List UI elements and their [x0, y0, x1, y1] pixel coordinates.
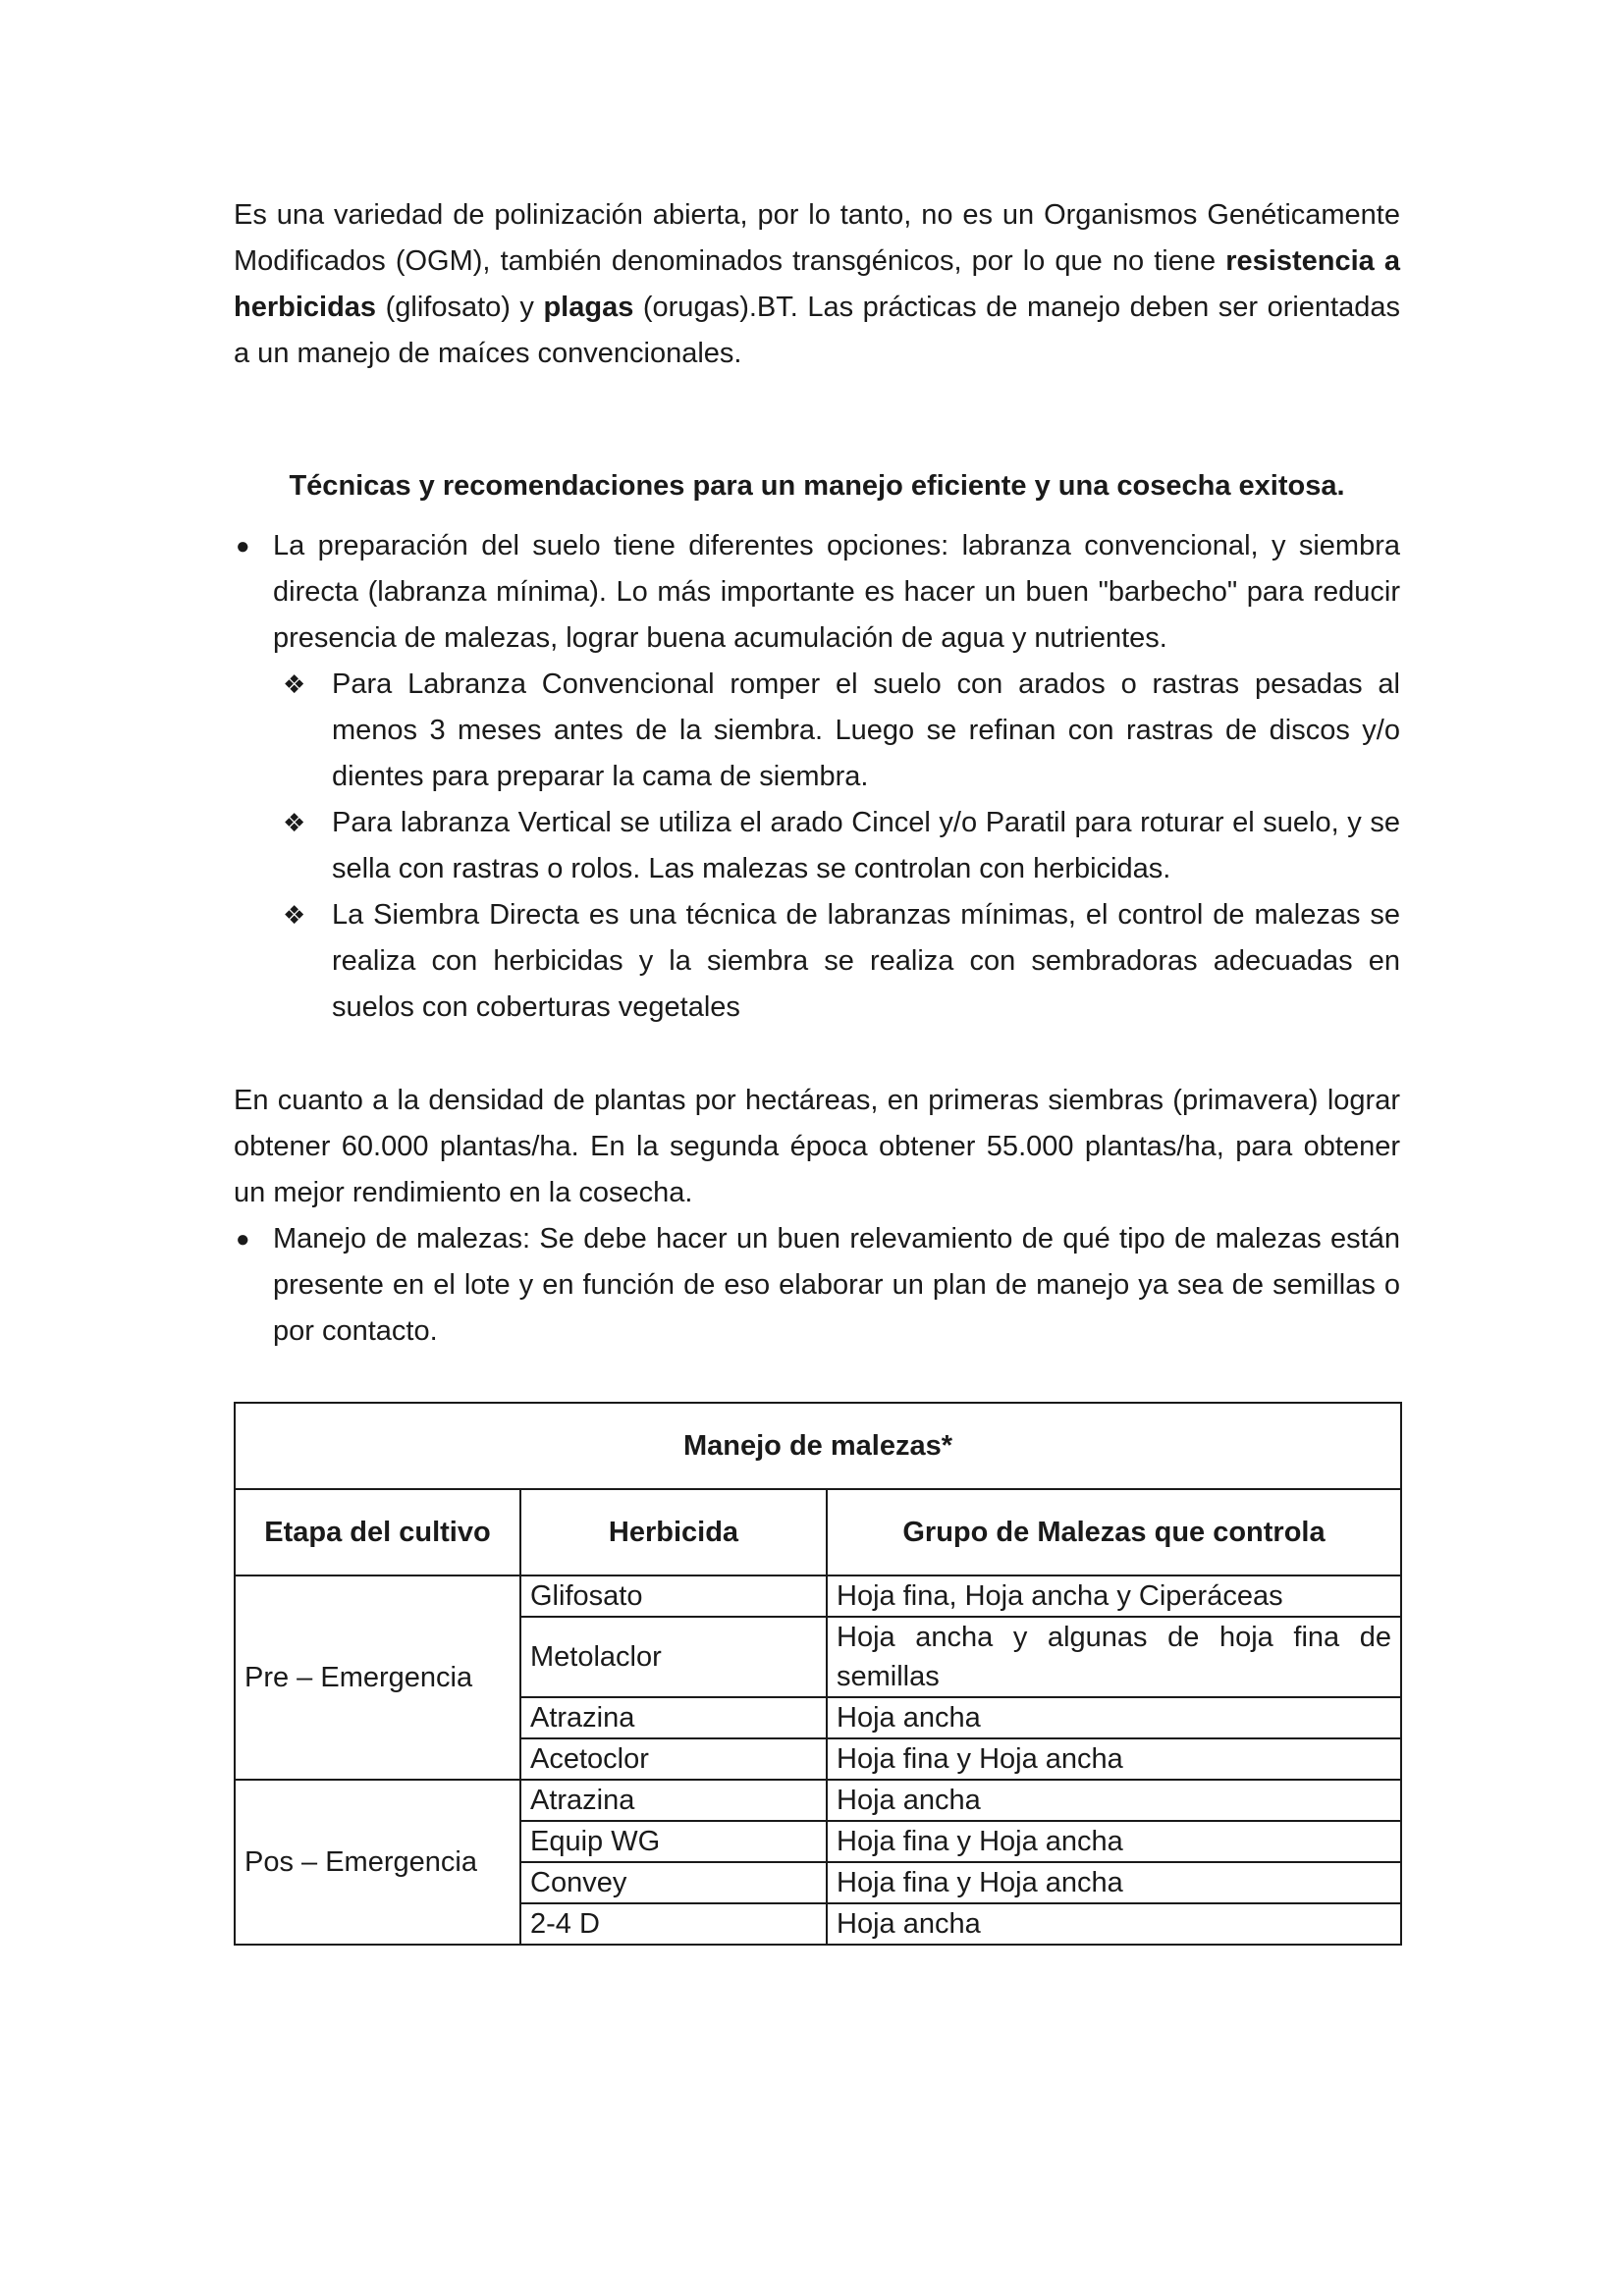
bullet-text-soil: La preparación del suelo tiene diferentes opciones: labranza convencional, y siembra directa (labranza mínima). Lo más importante es hacer un buen "barbecho" para reducir presencia de malezas, lograr buena acumulación de agua y nutrientes.: [273, 530, 1400, 654]
herbicide-cell: Metolaclor: [520, 1617, 827, 1697]
sub-item-text: Para labranza Vertical se utiliza el arado Cincel y/o Paratil para roturar el suelo, y se sella con rastras o rolos. Las malezas se controlan con herbicidas.: [332, 807, 1400, 884]
controls-cell: Hoja ancha: [827, 1780, 1401, 1821]
bullet-list-weeds: [234, 1216, 1400, 1355]
four-diamond-icon: ❖: [283, 669, 306, 699]
four-diamond-icon: ❖: [283, 900, 306, 930]
controls-cell: Hoja ancha: [827, 1697, 1401, 1738]
bullet-text-weeds: Manejo de malezas: Se debe hacer un buen relevamiento de qué tipo de malezas están presente en el lote y en función de eso elaborar un plan de manejo ya sea de semillas o por contacto.: [273, 1223, 1400, 1347]
sub-item-text: Para Labranza Convencional romper el suelo con arados o rastras pesadas al menos 3 meses antes de la siembra. Luego se refinan con rastras de discos y/o dientes para preparar la cama de siembra.: [332, 668, 1400, 792]
intro-text-1: Es una variedad de polinización abierta, por lo tanto, no es un Organismos Genéticamente Modificados (OGM), también denominados transgénicos, por lo que no tiene: [234, 199, 1400, 277]
sub-item-direct-seeding: [234, 892, 1400, 1031]
bullet-dot-icon: ●: [236, 533, 250, 560]
table-title: Manejo de malezas*: [235, 1403, 1401, 1489]
herbicide-cell: Acetoclor: [520, 1738, 827, 1780]
header-weed-group: Grupo de Malezas que controla: [827, 1489, 1401, 1575]
bullet-item-weed-management: [234, 1216, 1400, 1355]
intro-bold-herbicide-resistance: resistencia a herbicidas: [234, 245, 1400, 323]
controls-cell: Hoja ancha y algunas de hoja fina de semillas: [827, 1617, 1401, 1697]
bullet-list-soil: [234, 523, 1400, 1031]
sub-item-vertical-tillage: [234, 800, 1400, 892]
controls-cell: Hoja fina y Hoja ancha: [827, 1821, 1401, 1862]
controls-cell: Hoja fina y Hoja ancha: [827, 1738, 1401, 1780]
table-row: [235, 1575, 1401, 1617]
page-content: [234, 192, 1400, 1946]
herbicide-cell: Glifosato: [520, 1575, 827, 1617]
controls-cell: Hoja fina y Hoja ancha: [827, 1862, 1401, 1903]
herbicide-cell: Atrazina: [520, 1697, 827, 1738]
sub-bullet-list: [234, 662, 1400, 1031]
intro-bold-pests: plagas: [543, 292, 634, 323]
sub-item-text: La Siembra Directa es una técnica de labranzas mínimas, el control de malezas se realiza con herbicidas y la siembra se realiza con sembradoras adecuadas en suelos con coberturas vegetales: [332, 899, 1400, 1023]
herbicide-cell: Atrazina: [520, 1780, 827, 1821]
controls-cell: Hoja ancha: [827, 1903, 1401, 1945]
table-row: [235, 1780, 1401, 1821]
table-title-row: [235, 1403, 1401, 1489]
herbicide-cell: 2-4 D: [520, 1903, 827, 1945]
header-stage: Etapa del cultivo: [235, 1489, 520, 1575]
four-diamond-icon: ❖: [283, 808, 306, 837]
stage-cell-pre-emergence: Pre – Emergencia: [235, 1575, 520, 1780]
herbicide-cell: Convey: [520, 1862, 827, 1903]
intro-text-2: (glifosato) y: [376, 292, 544, 323]
weed-management-table: [234, 1402, 1402, 1946]
intro-paragraph: [234, 192, 1400, 377]
header-herbicide: Herbicida: [520, 1489, 827, 1575]
stage-cell-post-emergence: Pos – Emergencia: [235, 1780, 520, 1945]
density-paragraph: En cuanto a la densidad de plantas por hectáreas, en primeras siembras (primavera) lograr obtener 60.000 plantas/ha. En la segunda época obtener 55.000 plantas/ha, para obtener un mejor rendimiento en la cosecha.: [234, 1085, 1400, 1208]
sub-item-conventional-tillage: [234, 662, 1400, 800]
intro-text-3: (orugas).BT. Las prácticas de manejo deben ser orientadas a un manejo de maíces convencionales.: [234, 292, 1400, 369]
controls-cell: Hoja fina, Hoja ancha y Ciperáceas: [827, 1575, 1401, 1617]
bullet-dot-icon: ●: [236, 1226, 250, 1253]
bullet-item-soil-preparation: [234, 523, 1400, 1031]
section-heading: Técnicas y recomendaciones para un manejo eficiente y una cosecha exitosa.: [289, 470, 1345, 502]
table-header-row: [235, 1489, 1401, 1575]
herbicide-cell: Equip WG: [520, 1821, 827, 1862]
